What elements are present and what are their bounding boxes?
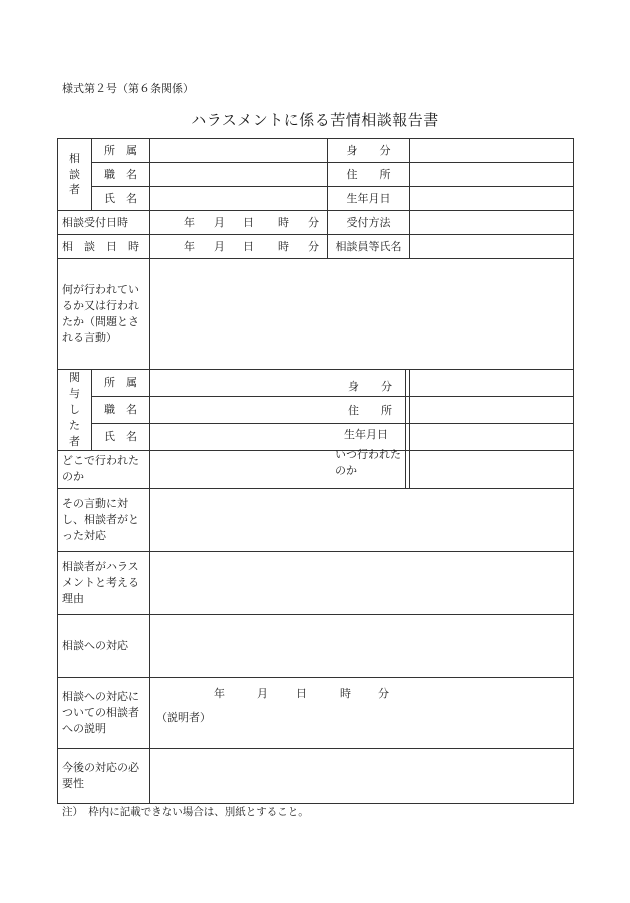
consulter-name-label: 氏 名 xyxy=(92,187,150,211)
reception-method-label: 受付方法 xyxy=(328,211,410,235)
response-row xyxy=(58,488,574,551)
response-label: その言動に対し、相談者がとった対応 xyxy=(58,488,150,551)
consulter-affiliation-label: 所 属 xyxy=(92,139,150,163)
necessity-row xyxy=(58,748,574,803)
explanation-row xyxy=(58,677,574,748)
report-form-table xyxy=(57,138,574,804)
reception-method-field[interactable] xyxy=(410,211,574,235)
consultant-name-label: 相談員等氏名 xyxy=(328,235,410,259)
consultant-name-field[interactable] xyxy=(410,235,574,259)
reason-label: 相談者がハラスメントと考える理由 xyxy=(58,551,150,614)
involved-name-label: 氏 名 xyxy=(92,423,150,450)
necessity-field[interactable] xyxy=(150,748,574,803)
involved-status-field[interactable] xyxy=(410,370,574,397)
where-label: どこで行われたのか xyxy=(58,450,150,488)
consulter-row-name xyxy=(58,187,574,211)
response-field[interactable] xyxy=(150,488,574,551)
where-when-row xyxy=(58,450,574,488)
consulter-row-position xyxy=(58,163,574,187)
involved-row-position xyxy=(58,396,574,423)
reception-datetime-label: 相談受付日時 xyxy=(58,211,150,235)
explainer-label: （説明者） xyxy=(156,710,211,724)
consulter-address-field[interactable] xyxy=(410,163,574,187)
involved-affiliation-label: 所 属 xyxy=(92,370,150,397)
involved-birthdate-field[interactable] xyxy=(410,423,574,450)
involved-group-label: 関 与 し た 者 xyxy=(58,370,92,451)
involved-row-name xyxy=(58,423,574,450)
handling-row xyxy=(58,614,574,677)
consulter-birthdate-field[interactable] xyxy=(410,187,574,211)
explanation-field[interactable]: 年 月 日 時 分 （説明者） xyxy=(150,677,574,748)
when-field[interactable] xyxy=(410,450,574,488)
page-title: ハラスメントに係る苦情相談報告書 xyxy=(191,111,439,129)
consulter-position-label: 職 名 xyxy=(92,163,150,187)
form-number: 様式第２号（第６条関係） xyxy=(62,82,194,95)
involved-address-field[interactable] xyxy=(410,396,574,423)
consulter-group-label: 相 談 者 xyxy=(58,139,92,211)
reason-row xyxy=(58,551,574,614)
consult-row xyxy=(58,235,574,259)
involved-birthdate-text: 生年月日 xyxy=(344,428,388,441)
what-happened-label: 何が行われているか又は行われたか（問題とされる言動） xyxy=(58,259,150,370)
consulter-status-label: 身 分 xyxy=(328,139,410,163)
what-happened-row xyxy=(58,259,574,370)
consulter-birthdate-label: 生年月日 xyxy=(328,187,410,211)
consulter-address-label: 住 所 xyxy=(328,163,410,187)
consulter-position-field[interactable] xyxy=(150,163,328,187)
involved-position-label: 職 名 xyxy=(92,396,150,423)
what-happened-field[interactable] xyxy=(150,259,574,370)
handling-label: 相談への対応 xyxy=(58,614,150,677)
explanation-label: 相談への対応についての相談者への説明 xyxy=(58,677,150,748)
when-label: いつ行われたのか xyxy=(335,448,401,477)
consult-datetime-field[interactable]: 年 月 日 時 分 xyxy=(150,235,328,259)
reason-field[interactable] xyxy=(150,551,574,614)
consulter-affiliation-field[interactable] xyxy=(150,139,328,163)
involved-status-text: 身 分 xyxy=(348,380,392,393)
consulter-row-affiliation xyxy=(58,139,574,163)
consulter-name-field[interactable] xyxy=(150,187,328,211)
handling-field[interactable] xyxy=(150,614,574,677)
footnote: 注） 枠内に記載できない場合は、別紙とすること。 xyxy=(62,806,309,818)
consulter-status-field[interactable] xyxy=(410,139,574,163)
reception-datetime-field[interactable]: 年 月 日 時 分 xyxy=(150,211,328,235)
consult-datetime-label: 相 談 日 時 xyxy=(58,235,150,259)
involved-address-text: 住 所 xyxy=(348,404,392,417)
involved-row-affiliation xyxy=(58,370,574,397)
necessity-label: 今後の対応の必要性 xyxy=(58,748,150,803)
reception-row xyxy=(58,211,574,235)
